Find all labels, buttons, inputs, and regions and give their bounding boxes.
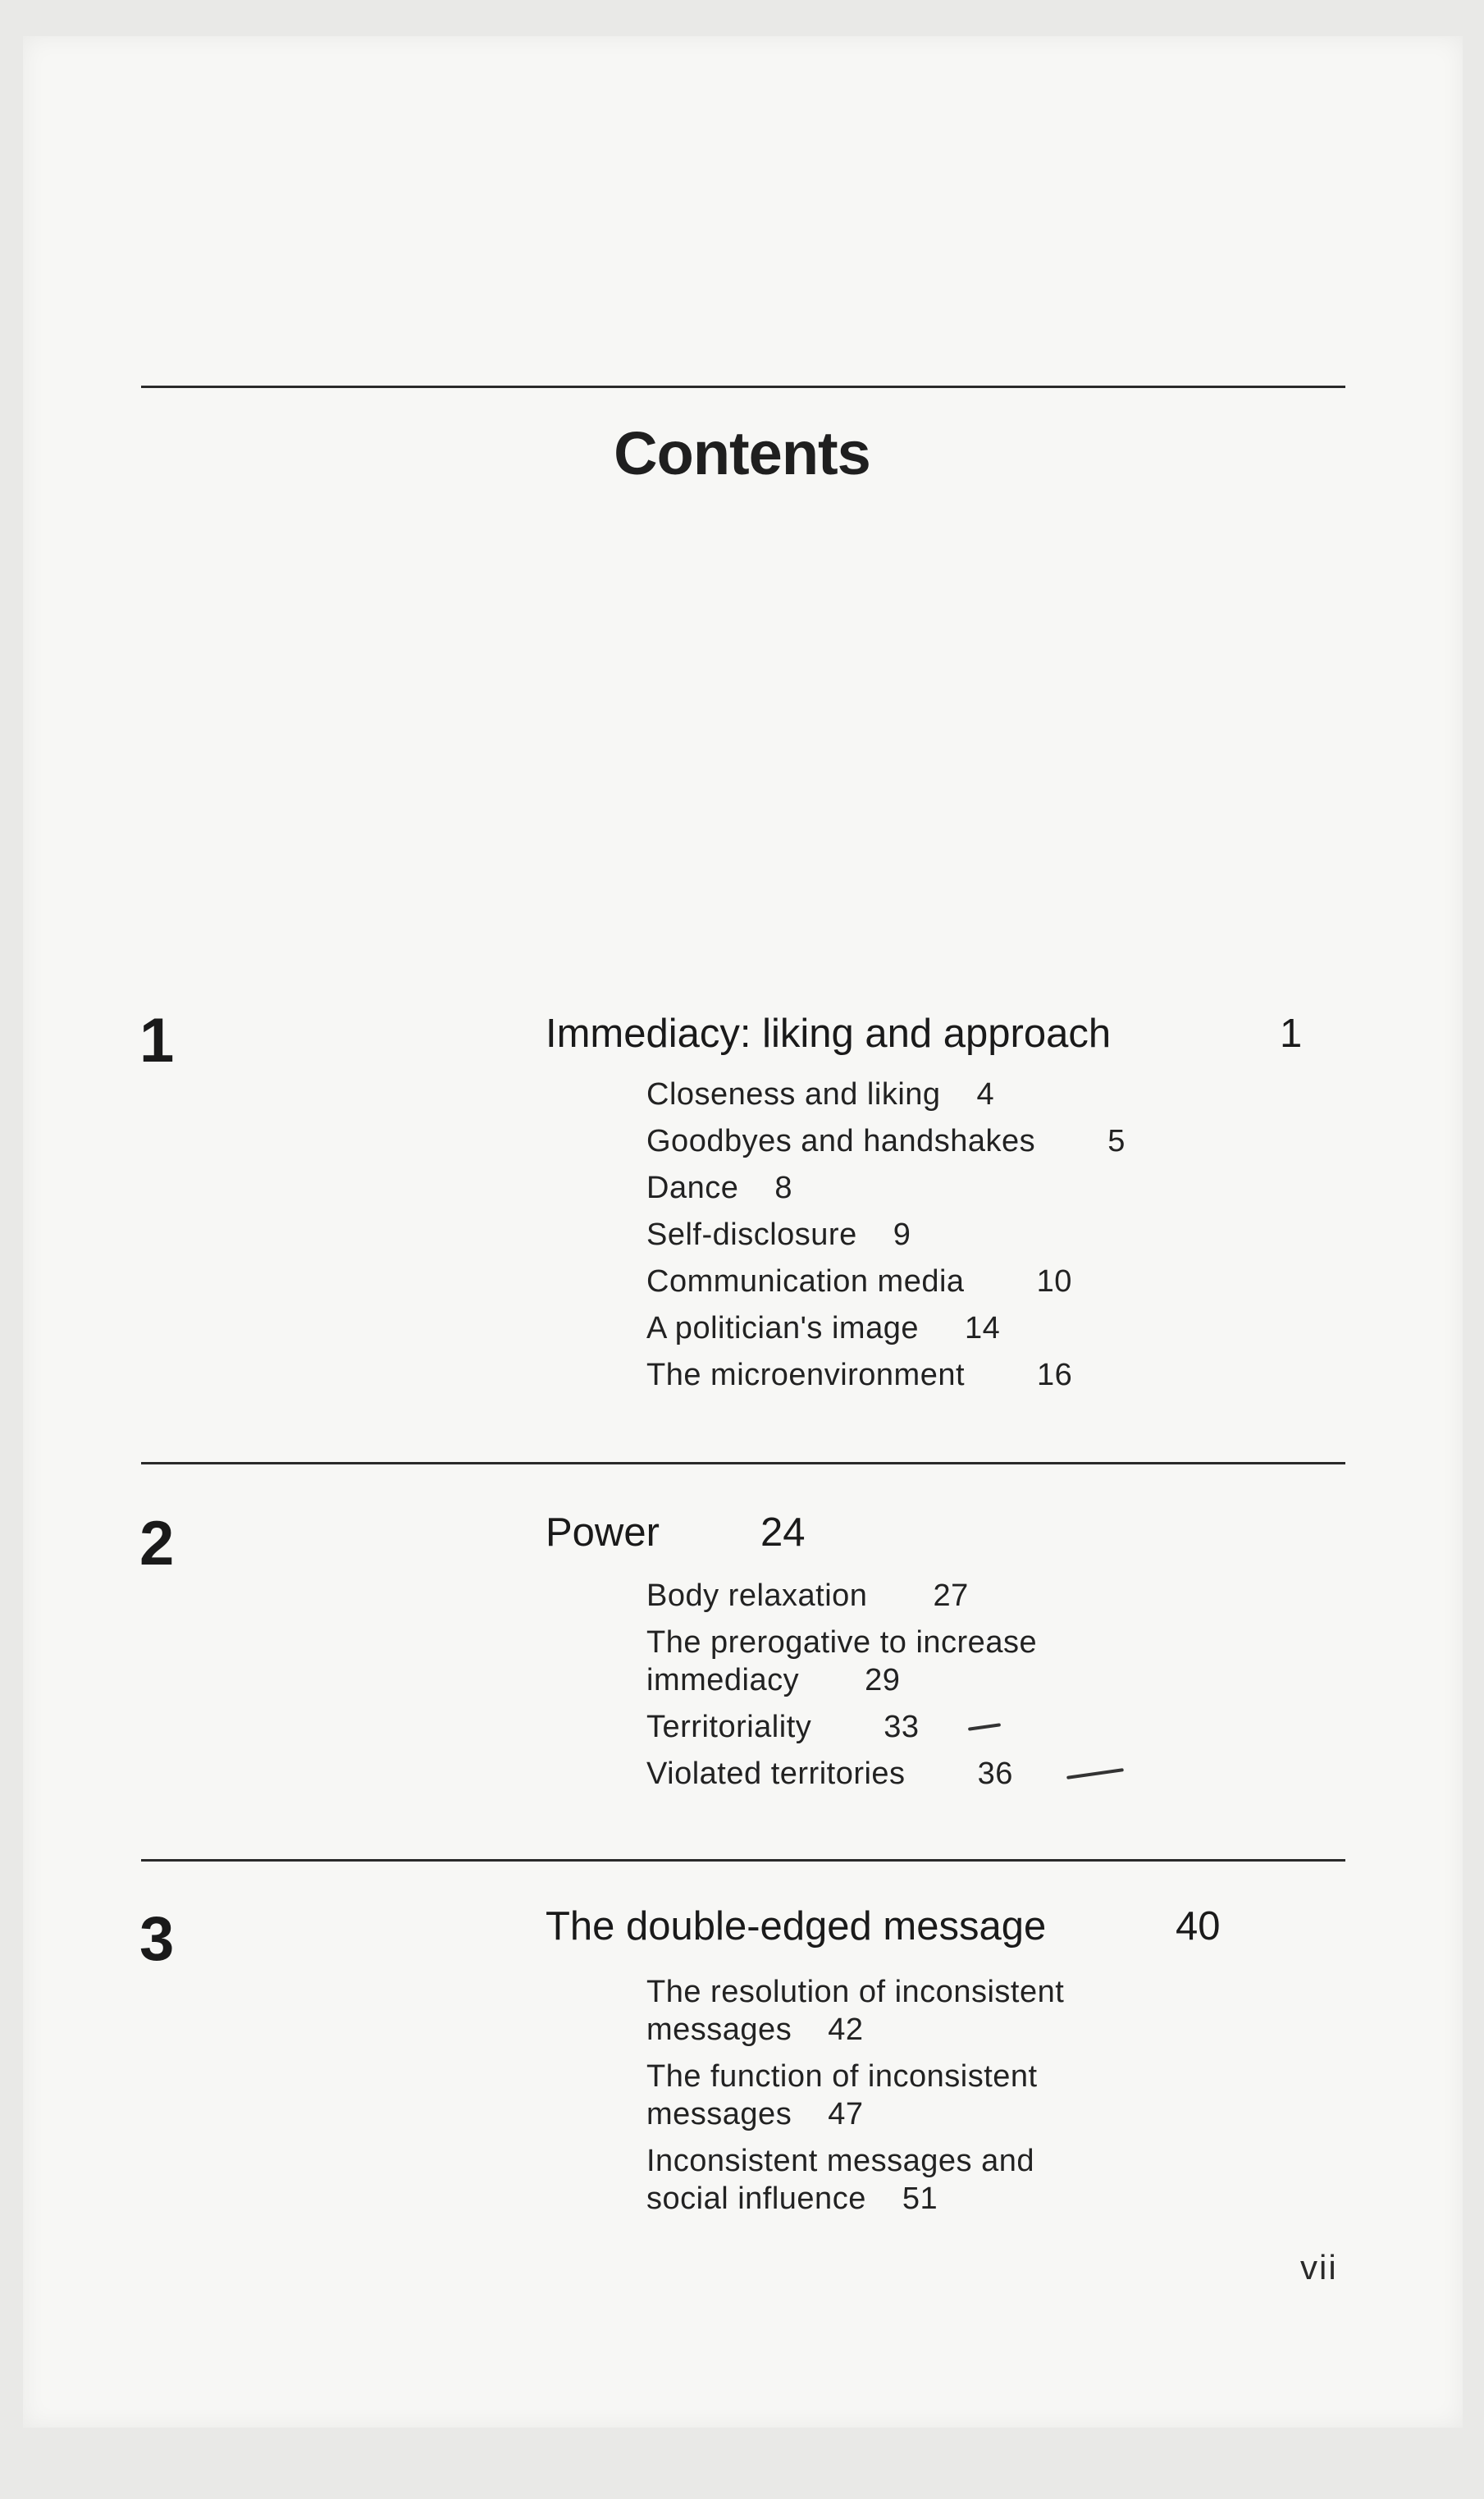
section-page: 47 bbox=[828, 2097, 864, 2131]
section-title: The function of inconsistent bbox=[646, 2059, 1038, 2094]
section-title: Goodbyes and handshakes bbox=[646, 1124, 1036, 1158]
section-title: Territoriality bbox=[646, 1710, 812, 1744]
section-function bbox=[646, 2058, 1064, 2133]
section-title: Communication media bbox=[646, 1264, 965, 1299]
section-title: A politician's image bbox=[646, 1311, 919, 1345]
section-page: 27 bbox=[933, 1578, 969, 1613]
section-social-influence bbox=[646, 2142, 1064, 2218]
chapter-1-title-text: Immediacy: liking and approach bbox=[546, 1012, 1112, 1056]
section-closeness-and-liking bbox=[646, 1076, 1126, 1113]
section-dance bbox=[646, 1169, 1126, 1207]
section-title: Dance bbox=[646, 1171, 739, 1205]
section-title: Inconsistent messages and bbox=[646, 2144, 1034, 2178]
chapter-1-sections bbox=[646, 1076, 1126, 1403]
chapter-3-rule bbox=[141, 1859, 1345, 1862]
section-a-politicians-image bbox=[646, 1309, 1126, 1347]
section-the-microenvironment bbox=[646, 1356, 1126, 1394]
chapter-3-title bbox=[546, 1903, 1221, 1949]
section-page: 5 bbox=[1107, 1124, 1126, 1158]
page-folio: vii bbox=[1300, 2248, 1338, 2287]
section-page: 51 bbox=[902, 2181, 938, 2216]
chapter-1-page: 1 bbox=[1280, 1012, 1303, 1056]
chapter-2-title-text: Power bbox=[546, 1510, 660, 1555]
top-rule bbox=[141, 386, 1345, 388]
section-page: 29 bbox=[865, 1663, 901, 1697]
section-page: 42 bbox=[828, 2012, 864, 2047]
chapter-3-title-text: The double-edged message bbox=[546, 1904, 1047, 1948]
section-communication-media bbox=[646, 1263, 1126, 1300]
chapter-1-title bbox=[546, 1011, 1303, 1057]
section-page: 36 bbox=[977, 1757, 1013, 1791]
section-title: Violated territories bbox=[646, 1757, 906, 1791]
section-page: 10 bbox=[1036, 1264, 1072, 1299]
section-page: 14 bbox=[964, 1311, 1001, 1345]
section-title: Body relaxation bbox=[646, 1578, 868, 1613]
section-title-line2: social influence bbox=[646, 2181, 866, 2216]
chapter-3-sections bbox=[646, 1973, 1064, 2227]
chapter-2-number: 2 bbox=[139, 1509, 175, 1578]
section-page: 8 bbox=[774, 1171, 792, 1205]
section-title-line2: immediacy bbox=[646, 1663, 800, 1697]
section-page: 9 bbox=[893, 1218, 911, 1252]
section-body-relaxation bbox=[646, 1577, 1037, 1615]
section-title-line2: messages bbox=[646, 2097, 792, 2131]
section-title: The resolution of inconsistent bbox=[646, 1975, 1065, 2009]
chapter-2-rule bbox=[141, 1462, 1345, 1464]
section-title: Closeness and liking bbox=[646, 1077, 941, 1112]
section-page: 4 bbox=[976, 1077, 995, 1112]
section-resolution bbox=[646, 1973, 1064, 2049]
chapter-2-title bbox=[546, 1510, 806, 1556]
chapter-1-number: 1 bbox=[139, 1006, 175, 1076]
section-page: 16 bbox=[1037, 1358, 1073, 1392]
page-title: Contents bbox=[614, 419, 870, 487]
section-title: Self-disclosure bbox=[646, 1218, 857, 1252]
chapter-3-page: 40 bbox=[1176, 1904, 1221, 1948]
section-goodbyes-and-handshakes bbox=[646, 1122, 1126, 1160]
section-title-line2: messages bbox=[646, 2012, 792, 2047]
chapter-2-sections bbox=[646, 1577, 1037, 1802]
chapter-3-number: 3 bbox=[139, 1904, 175, 1974]
section-title: The prerogative to increase bbox=[646, 1625, 1038, 1660]
section-title: The microenvironment bbox=[646, 1358, 966, 1392]
section-prerogative bbox=[646, 1624, 1037, 1699]
section-self-disclosure bbox=[646, 1216, 1126, 1254]
section-page: 33 bbox=[884, 1710, 920, 1744]
section-violated-territories bbox=[646, 1755, 1037, 1793]
chapter-2-page: 24 bbox=[760, 1510, 806, 1555]
